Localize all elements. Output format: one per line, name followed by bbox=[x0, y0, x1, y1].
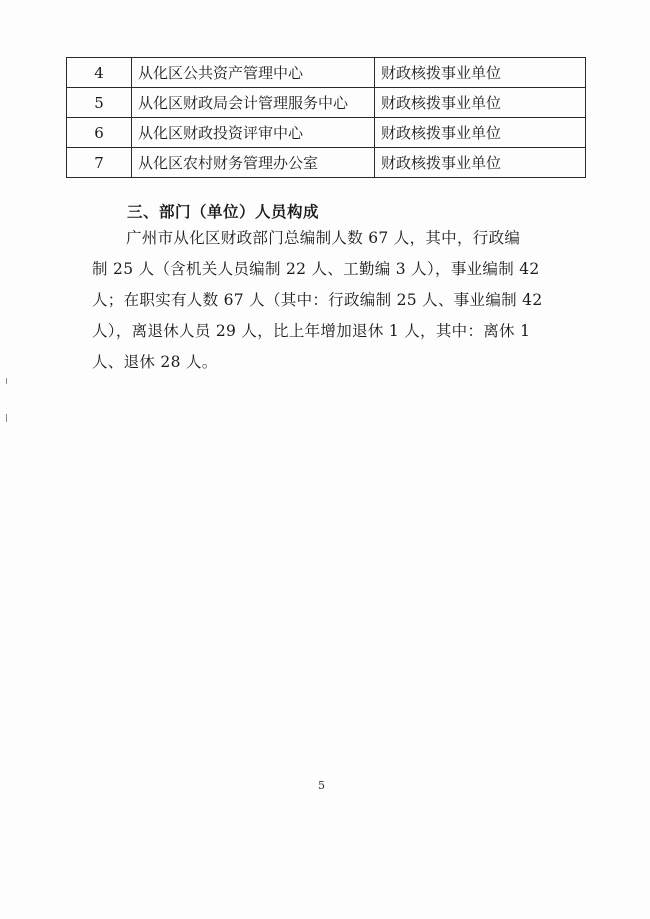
scan-artifact bbox=[6, 378, 7, 384]
page-number: 5 bbox=[318, 779, 325, 792]
unit-name: 从化区财政投资评审中心 bbox=[132, 118, 375, 148]
units-table bbox=[66, 57, 586, 178]
row-index: 7 bbox=[67, 148, 132, 178]
paragraph-line: 广州市从化区财政部门总编制人数 67 人，其中，行政编 bbox=[126, 229, 521, 247]
scan-artifact bbox=[6, 414, 7, 422]
staffing-paragraph bbox=[92, 223, 562, 378]
unit-type: 财政核拨事业单位 bbox=[375, 148, 586, 178]
table-row bbox=[67, 58, 586, 88]
paragraph-line: 人），离退休人员 29 人，比上年增加退休 1 人，其中：离休 1 bbox=[92, 322, 531, 340]
unit-type: 财政核拨事业单位 bbox=[375, 58, 586, 88]
table-row bbox=[67, 148, 586, 178]
paragraph-line: 制 25 人（含机关人员编制 22 人、工勤编 3 人），事业编制 42 bbox=[92, 260, 540, 278]
paragraph-line: 人、退休 28 人。 bbox=[92, 353, 218, 371]
unit-type: 财政核拨事业单位 bbox=[375, 88, 586, 118]
unit-name: 从化区公共资产管理中心 bbox=[132, 58, 375, 88]
table-row bbox=[67, 88, 586, 118]
row-index: 4 bbox=[67, 58, 132, 88]
table-row bbox=[67, 118, 586, 148]
unit-type: 财政核拨事业单位 bbox=[375, 118, 586, 148]
paragraph-line: 人；在职实有人数 67 人（其中：行政编制 25 人、事业编制 42 bbox=[92, 291, 543, 309]
row-index: 5 bbox=[67, 88, 132, 118]
unit-name: 从化区农村财务管理办公室 bbox=[132, 148, 375, 178]
section-heading: 三、部门（单位）人员构成 bbox=[127, 202, 320, 221]
unit-name: 从化区财政局会计管理服务中心 bbox=[132, 88, 375, 118]
row-index: 6 bbox=[67, 118, 132, 148]
